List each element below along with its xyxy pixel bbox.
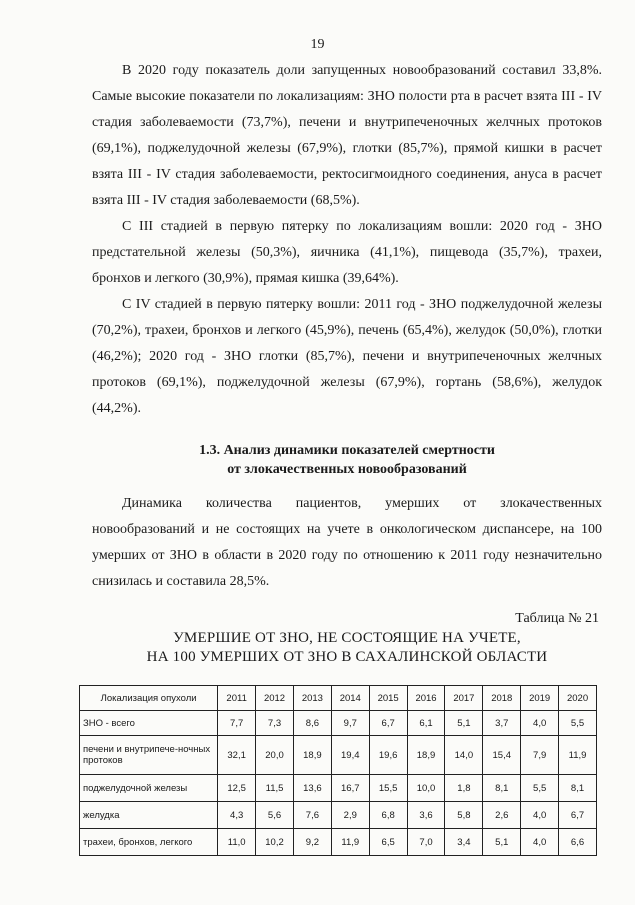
table-cell: 7,7 — [218, 711, 256, 736]
table-cell: 8,1 — [483, 775, 521, 802]
table-row — [80, 775, 597, 802]
mortality-text — [92, 491, 602, 595]
table-header-cell: 2011 — [218, 686, 256, 711]
table-header-cell: 2013 — [293, 686, 331, 711]
table-header-row — [80, 686, 597, 711]
table-cell: 6,7 — [369, 711, 407, 736]
table-cell: 4,3 — [218, 802, 256, 829]
table-cell: 3,6 — [407, 802, 445, 829]
paragraph-stage-4: С IV стадией в первую пятерку вошли: 2011 год - ЗНО поджелудочной железы (70,2%), трахеи, бронхов и легкого (45,9%), печень (65,4%), желудок (50,0%), глотки (46,2%); 2020 год - ЗНО глотки (85,7%), печени и внутрипеченочных желчных протоков (69,1%), поджелудочной железы (67,9%), гортань (58,6%), желудок (44,2%). — [92, 297, 602, 416]
table-cell: 4,0 — [521, 711, 559, 736]
table-cell: 3,7 — [483, 711, 521, 736]
table-cell: 7,9 — [521, 736, 559, 775]
table-header-cell: 2016 — [407, 686, 445, 711]
section-heading-line1: 1.3. Анализ динамики показателей смертности — [199, 443, 495, 458]
table-cell: 2,9 — [331, 802, 369, 829]
table-cell: 15,5 — [369, 775, 407, 802]
table-cell: 10,2 — [256, 829, 294, 856]
table-cell: 13,6 — [293, 775, 331, 802]
table-cell: 4,0 — [521, 802, 559, 829]
table-cell: 5,8 — [445, 802, 483, 829]
intro-text — [92, 58, 602, 422]
table-cell: 6,7 — [559, 802, 597, 829]
section-heading — [92, 441, 602, 479]
table-header-cell: 2017 — [445, 686, 483, 711]
table-cell: 12,5 — [218, 775, 256, 802]
table-cell: 1,8 — [445, 775, 483, 802]
paragraph-stage-3: С III стадией в первую пятерку по локализациям вошли: 2020 год - ЗНО предстательной железы (50,3%), яичника (41,1%), пищевода (35,7%), трахеи, бронхов и легкого (30,9%), прямая кишка (39,64%). — [92, 219, 602, 286]
table-cell: 5,1 — [445, 711, 483, 736]
table-cell: 6,6 — [559, 829, 597, 856]
table-cell: 6,5 — [369, 829, 407, 856]
table-cell-label: ЗНО - всего — [80, 711, 218, 736]
table-cell: 32,1 — [218, 736, 256, 775]
table-cell: 6,1 — [407, 711, 445, 736]
table-title — [92, 629, 602, 667]
table-cell-label: трахеи, бронхов, легкого — [80, 829, 218, 856]
page-number: 19 — [310, 37, 325, 52]
table-cell: 11,0 — [218, 829, 256, 856]
table-cell-label: желудка — [80, 802, 218, 829]
table-header-cell: 2018 — [483, 686, 521, 711]
table-cell: 2,6 — [483, 802, 521, 829]
mortality-table — [79, 685, 597, 856]
table-cell: 18,9 — [407, 736, 445, 775]
section-heading-line2: от злокачественных новообразований — [227, 462, 467, 477]
table-cell: 6,8 — [369, 802, 407, 829]
table-cell: 8,6 — [293, 711, 331, 736]
table-row — [80, 736, 597, 775]
table-cell: 18,9 — [293, 736, 331, 775]
table-cell-label: печени и внутрипече-ночных протоков — [80, 736, 218, 775]
table-cell: 7,6 — [293, 802, 331, 829]
paragraph-mortality-dynamics: Динамика количества пациентов, умерших от злокачественных новообразований и не состоящих на учете в онкологическом диспансере, на 100 умерших от ЗНО в области в 2020 году по отношению к 2011 году незначительно снизилась и составила 28,5%. — [92, 496, 602, 589]
table-cell: 14,0 — [445, 736, 483, 775]
table-cell: 11,9 — [559, 736, 597, 775]
table-cell-label: поджелудочной железы — [80, 775, 218, 802]
table-number: Таблица № 21 — [515, 611, 599, 626]
table-header-cell: 2015 — [369, 686, 407, 711]
table-cell: 5,6 — [256, 802, 294, 829]
table-cell: 9,7 — [331, 711, 369, 736]
table-cell: 3,4 — [445, 829, 483, 856]
table-header-cell: 2012 — [256, 686, 294, 711]
table-cell: 15,4 — [483, 736, 521, 775]
table-row — [80, 711, 597, 736]
table-header-cell: 2019 — [521, 686, 559, 711]
table-header-cell: Локализация опухоли — [80, 686, 218, 711]
table-cell: 19,4 — [331, 736, 369, 775]
table-cell: 5,5 — [559, 711, 597, 736]
table-cell: 10,0 — [407, 775, 445, 802]
table-header-cell: 2020 — [559, 686, 597, 711]
table-cell: 20,0 — [256, 736, 294, 775]
table-cell: 11,5 — [256, 775, 294, 802]
table-cell: 5,1 — [483, 829, 521, 856]
table-cell: 7,3 — [256, 711, 294, 736]
table-title-line2: НА 100 УМЕРШИХ ОТ ЗНО В САХАЛИНСКОЙ ОБЛАСТИ — [146, 649, 548, 665]
table-cell: 7,0 — [407, 829, 445, 856]
table-cell: 9,2 — [293, 829, 331, 856]
table-row — [80, 802, 597, 829]
table-cell: 4,0 — [521, 829, 559, 856]
table-cell: 8,1 — [559, 775, 597, 802]
table-cell: 11,9 — [331, 829, 369, 856]
table-cell: 16,7 — [331, 775, 369, 802]
table-cell: 19,6 — [369, 736, 407, 775]
table-cell: 5,5 — [521, 775, 559, 802]
table-title-line1: УМЕРШИЕ ОТ ЗНО, НЕ СОСТОЯЩИЕ НА УЧЕТЕ, — [173, 630, 521, 646]
table-header-cell: 2014 — [331, 686, 369, 711]
paragraph-neglected-share: В 2020 году показатель доли запущенных новообразований составил 33,8%. Самые высокие показатели по локализациям: ЗНО полости рта в расчет взята III - IV стадия заболеваемости (73,7%), печени и внутрипеченочных желчных протоков (69,1%), поджелудочной железы (67,9%), глотки (85,7%), прямой кишки в расчет взята III - IV стадия заболеваемости, ректосигмоидного соединения, ануса в расчет взята III - IV стадия заболеваемости (68,5%). — [92, 63, 602, 208]
table-row — [80, 829, 597, 856]
